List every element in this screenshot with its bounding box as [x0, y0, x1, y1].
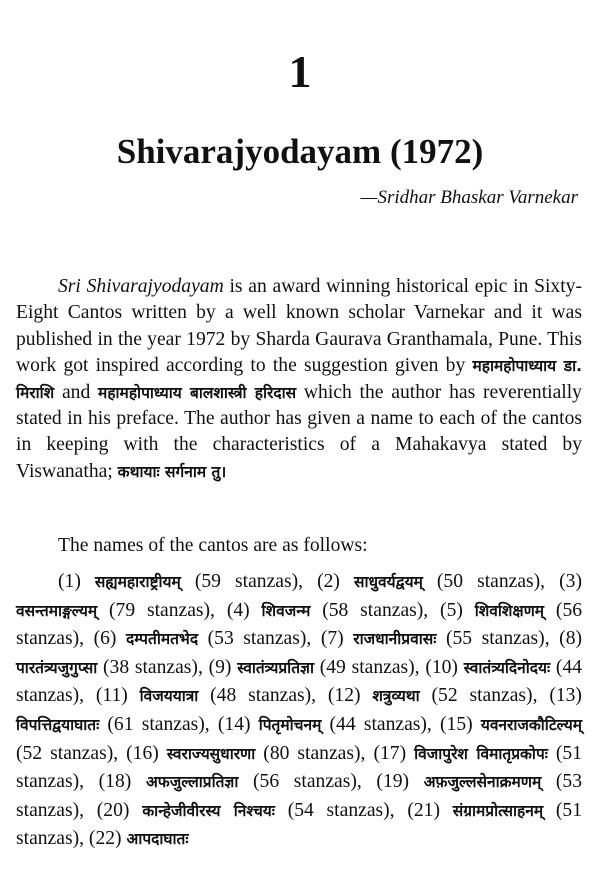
canto-stanzas: (50 stanzas), [436, 571, 546, 592]
cantos-intro: The names of the cantos are as follows: [58, 535, 368, 556]
canto-entry [317, 571, 545, 592]
intro-text-2: and [54, 381, 99, 403]
canto-number: (1) [58, 571, 81, 592]
canto-stanzas: (56 stanzas), [253, 771, 362, 793]
canto-stanzas: (56 stanzas), [16, 599, 583, 650]
canto-name: पितृमोचनम् [258, 715, 322, 734]
canto-stanzas: (44 stanzas), [16, 656, 582, 707]
canto-name: शत्रुव्यथा [372, 687, 420, 706]
canto-name: विजययात्रा [139, 687, 199, 706]
canto-number: (15) [440, 713, 473, 735]
canto-stanzas: (38 stanzas), [103, 656, 203, 678]
cantos-list [16, 568, 582, 854]
canto-number: (20) [96, 799, 130, 821]
canto-stanzas: (59 stanzas), [194, 571, 304, 592]
canto-entry [89, 828, 189, 849]
canto-stanzas: (53 stanzas), [207, 628, 312, 650]
canto-name: अफजुल्लाप्रतिज्ञा [145, 773, 239, 792]
canto-name: साधुवर्यद्वयम् [354, 573, 423, 591]
intro-text-1: is an award winning historical epic in Sixty-Eight Cantos written by a well known scholar Varnekar and it was published in the year 1972 by Sharda Gaurava Granthamala, Pune. This work got inspired according to the suggestion given by [16, 276, 582, 377]
intro-paragraph [16, 274, 582, 485]
canto-name: सह्यमहाराष्ट्रीयम् [94, 573, 181, 591]
canto-name: शिवशिक्षणम् [474, 601, 545, 620]
canto-number: (8) [559, 628, 583, 650]
canto-number: (4) [226, 599, 250, 621]
canto-stanzas: (49 stanzas), [319, 656, 420, 678]
canto-name: स्वातंत्र्यप्रतिज्ञा [237, 658, 314, 677]
canto-stanzas: (54 stanzas), [287, 799, 395, 821]
canto-name: यवनराजकौटिल्यम् [480, 715, 582, 734]
scholar-name-1: महामहोपाध्याय डा. मिराशि [16, 357, 582, 402]
work-title: Sri Shivarajyodayam [58, 276, 224, 297]
canto-entry [218, 714, 432, 735]
canto-entry [209, 657, 420, 678]
author-byline: —Sridhar Bhaskar Varnekar [360, 187, 578, 208]
canto-stanzas: (44 stanzas), [329, 713, 432, 735]
canto-number: (18) [98, 771, 132, 793]
intro-text-3: which the author has reverentially stated in his preface. The author has given a name to each of the cantos in keeping with the characteristics of a Mahakavya stated by Viswanatha; [16, 381, 582, 482]
canto-name: दम्पतीमतभेद [126, 630, 199, 649]
canto-number: (17) [373, 742, 407, 764]
scholar-name-2: महामहोपाध्याय बालशास्त्री हरिदास [98, 383, 297, 402]
canto-name: पारतंत्र्यजुगुप्सा [16, 658, 98, 677]
canto-stanzas: (79 stanzas), [109, 599, 215, 621]
canto-number: (14) [217, 713, 251, 735]
canto-name: अफ़जुल्लसेनाक्रमणम् [423, 773, 542, 792]
canto-number: (21) [407, 799, 440, 821]
canto-entry [321, 628, 550, 649]
chapter-title: Shivarajyodayam (1972) [116, 132, 484, 171]
canto-number: (10) [425, 656, 458, 678]
canto-name: संग्रामप्रोत्साहनम् [452, 801, 544, 820]
canto-name: विपत्तिद्वयाघातः [16, 715, 100, 734]
canto-number: (19) [376, 771, 410, 793]
canto-entry [328, 685, 538, 706]
canto-name: विजापुरेश विमातृप्रकोपः [414, 744, 548, 763]
canto-name: कान्हेजीवीरस्य निश्चयः [142, 801, 275, 820]
canto-number: (9) [208, 656, 232, 678]
canto-name: आपदाघातः [126, 830, 189, 849]
canto-entry [126, 743, 365, 764]
canto-entry [227, 600, 428, 621]
canto-entry [97, 800, 395, 821]
canto-number: (2) [317, 571, 340, 592]
canto-name: शिवजन्म [261, 601, 311, 620]
canto-entry [96, 685, 316, 706]
canto-name: स्वातंत्र्यदिनोदयः [463, 658, 551, 677]
canto-entry [99, 771, 362, 792]
canto-number: (22) [88, 828, 122, 850]
canto-name: वसन्तमाङ्गल्यम् [16, 601, 98, 620]
canto-entry [58, 571, 303, 592]
canto-stanzas: (52 stanzas), [16, 742, 119, 764]
canto-stanzas: (55 stanzas), [445, 628, 550, 650]
canto-number: (12) [327, 685, 361, 707]
canto-stanzas: (53 stanzas), [16, 771, 583, 821]
canto-number: (16) [126, 742, 159, 764]
sanskrit-quote: कथायाः सर्गनाम तु। [117, 462, 227, 481]
canto-number: (7) [320, 628, 344, 650]
canto-stanzas: (51 stanzas), [16, 742, 583, 793]
canto-entry [94, 628, 312, 649]
canto-stanzas: (48 stanzas), [210, 685, 317, 707]
chapter-number: 1 [288, 46, 312, 97]
canto-number: (6) [93, 628, 117, 650]
canto-stanzas: (80 stanzas), [263, 742, 366, 764]
canto-name: स्वराज्यसुधारणा [166, 744, 256, 763]
canto-number: (11) [95, 685, 128, 707]
canto-number: (5) [440, 599, 463, 621]
canto-stanzas: (52 stanzas), [431, 685, 538, 707]
canto-number: (13) [549, 685, 582, 707]
canto-stanzas: (61 stanzas), [107, 713, 210, 735]
canto-number: (3) [559, 571, 583, 592]
canto-name: राजधानीप्रवासः [353, 630, 437, 649]
canto-stanzas: (58 stanzas), [322, 599, 429, 621]
canto-stanzas: (51 stanzas), [16, 799, 583, 850]
